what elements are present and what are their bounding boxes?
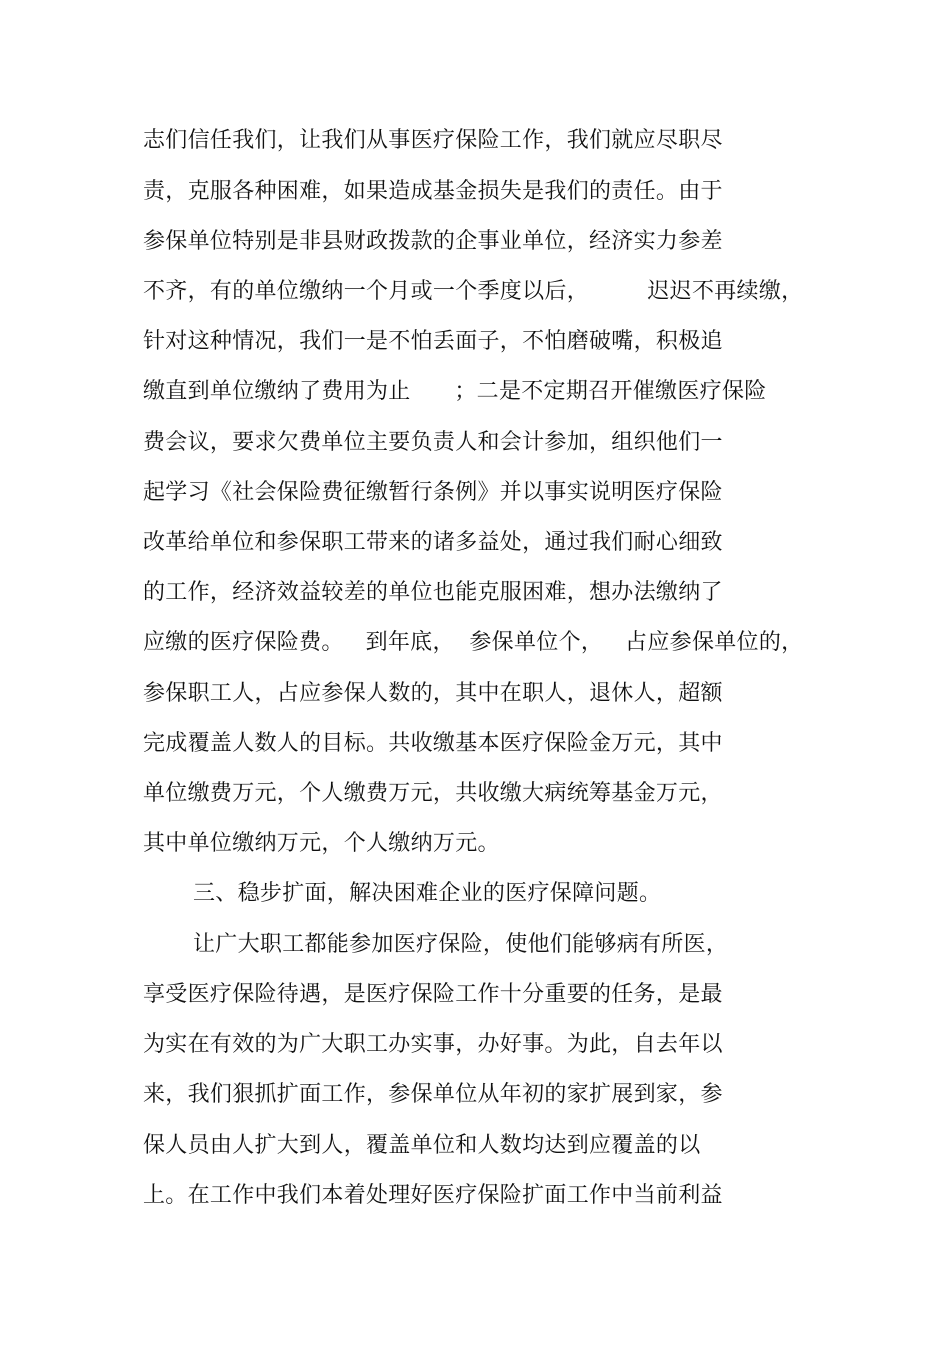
text-line: 上。在工作中我们本着处理好医疗保险扩面工作中当前利益 [143,1183,723,1208]
section-heading: 三、稳步扩面，解决困难企业的医疗保障问题。 [193,881,662,906]
text-line: 来，我们狠抓扩面工作，参保单位从年初的家扩展到家，参 [143,1082,723,1107]
text-line: 不齐，有的单位缴纳一个月或一个季度以后， 迟迟不再续缴， [143,279,804,304]
text-line: 其中单位缴纳万元，个人缴纳万元。 [143,831,500,856]
text-line: 享受医疗保险待遇，是医疗保险工作十分重要的任务，是最 [143,982,723,1007]
text-line: 起学习《社会保险费征缴暂行条例》并以事实说明医疗保险 [143,480,723,505]
text-line: 参保单位特别是非县财政拨款的企事业单位，经济实力参差 [143,229,723,254]
text-line: 费会议，要求欠费单位主要负责人和会计参加，组织他们一 [143,430,723,455]
text-line: 改革给单位和参保职工带来的诸多益处，通过我们耐心细致 [143,530,723,555]
text-line: 责，克服各种困难，如果造成基金损失是我们的责任。由于 [143,179,723,204]
text-line: 的工作，经济效益较差的单位也能克服困难，想办法缴纳了 [143,580,723,605]
paragraph-first-line: 让广大职工都能参加医疗保险，使他们能够病有所医， [193,932,729,957]
text-line: 参保职工人，占应参保人数的，其中在职人，退休人，超额 [143,681,723,706]
text-line: 应缴的医疗保险费。 到年底， 参保单位个， 占应参保单位的， [143,630,804,655]
text-line: 保人员由人扩大到人，覆盖单位和人数均达到应覆盖的以 [143,1133,701,1158]
text-line: 缴直到单位缴纳了费用为止 ；二是不定期召开催缴医疗保险 [143,379,767,404]
text-line: 为实在有效的为广大职工办实事，办好事。为此，自去年以 [143,1032,723,1057]
text-line: 志们信任我们，让我们从事医疗保险工作，我们就应尽职尽 [143,128,723,153]
text-line: 针对这种情况，我们一是不怕丢面子，不怕磨破嘴，积极追 [143,329,723,354]
text-line: 完成覆盖人数人的目标。共收缴基本医疗保险金万元，其中 [143,731,723,756]
text-line: 单位缴费万元，个人缴费万元，共收缴大病统筹基金万元， [143,781,723,806]
